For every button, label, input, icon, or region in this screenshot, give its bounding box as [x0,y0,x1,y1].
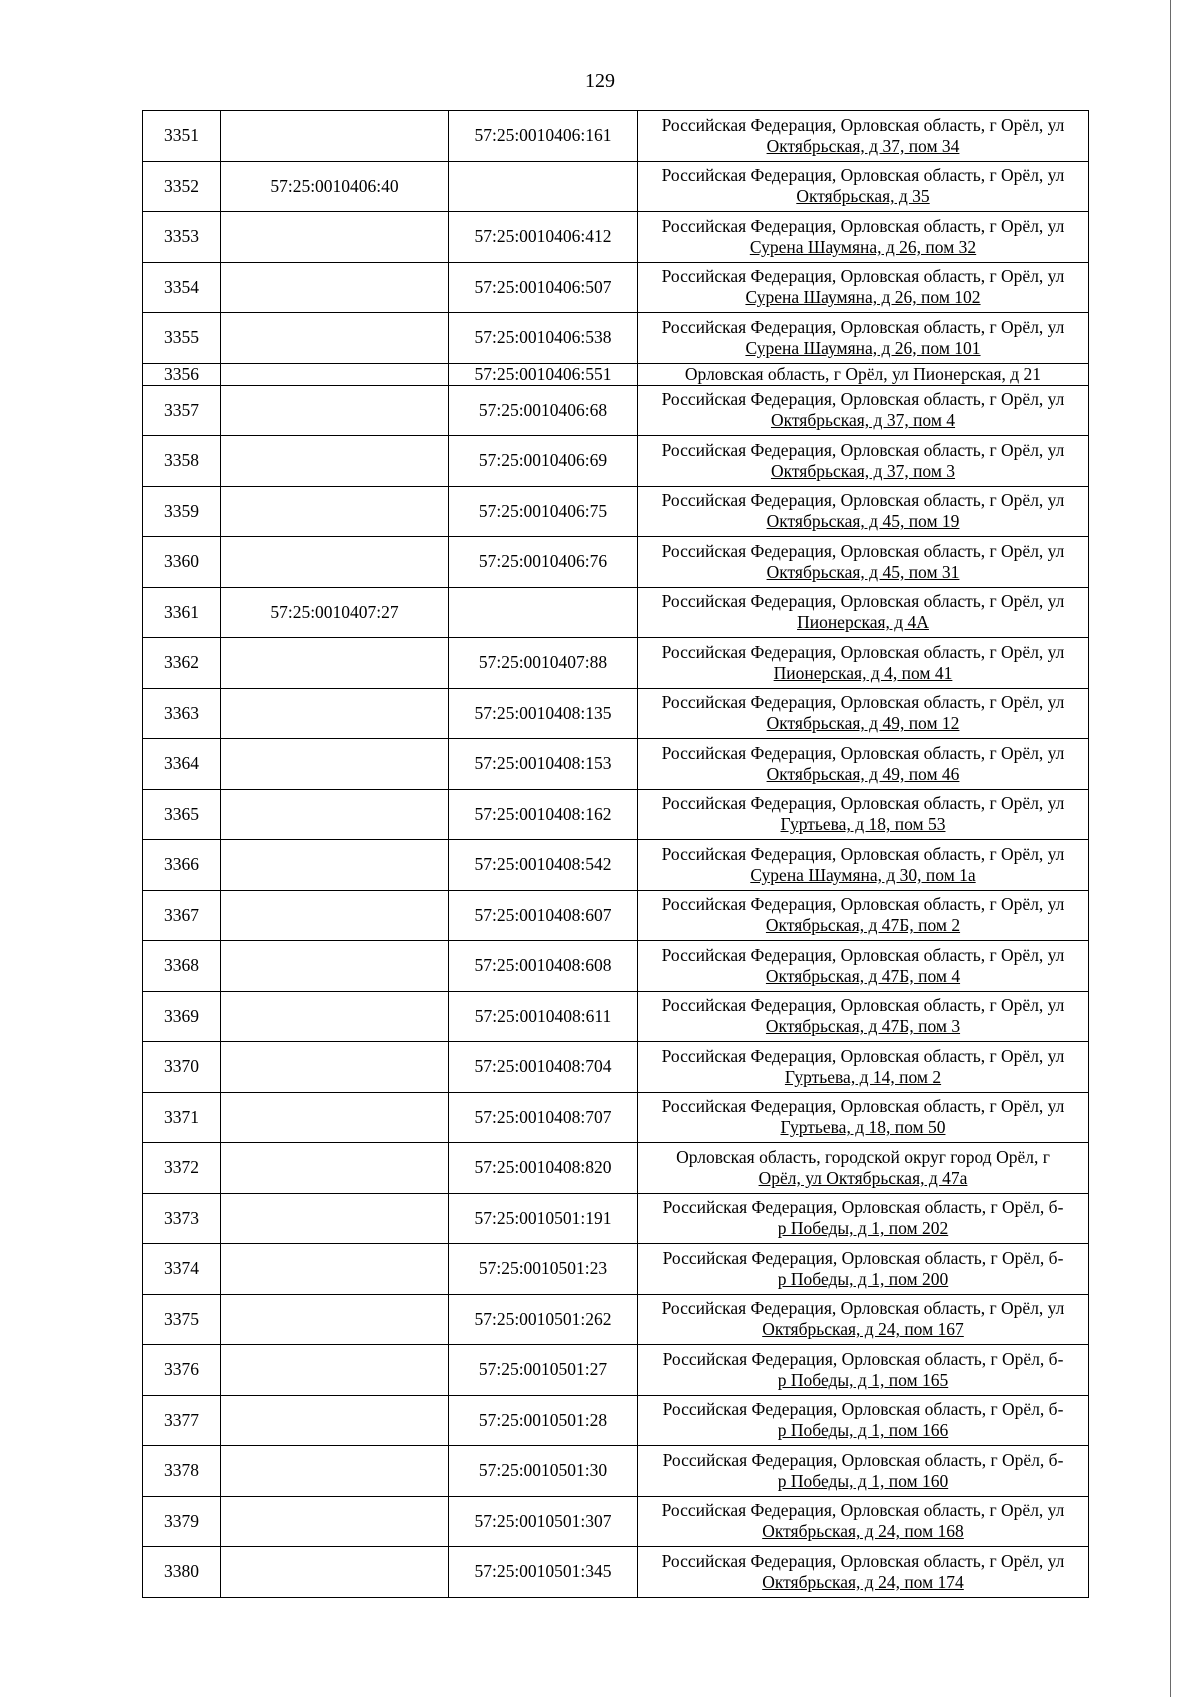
row-number-cell: 3351 [143,111,221,162]
table-row [143,486,1089,537]
address-line-1: Российская Федерация, Орловская область, г Орёл, ул [661,490,1065,511]
address-cell [638,436,1089,487]
address-line-1: Российская Федерация, Орловская область, г Орёл, ул [661,439,1065,460]
address-line-2: Октябрьская, д 47Б, пом 2 [765,915,961,936]
address-line-1: Российская Федерация, Орловская область, г Орёл, б- [662,1348,1064,1369]
land-parcel-cadastral-cell [221,212,449,263]
land-parcel-cadastral-cell [221,890,449,941]
row-number-cell: 3368 [143,941,221,992]
address-cell [638,1143,1089,1194]
address-line-1: Российская Федерация, Орловская область, г Орёл, ул [661,793,1065,814]
address-line-2: Октябрьская, д 35 [796,186,930,207]
address-cell [638,1446,1089,1497]
table-row [143,1294,1089,1345]
table-row [143,537,1089,588]
table-row [143,436,1089,487]
table-row [143,1547,1089,1598]
address-line-1: Российская Федерация, Орловская область, г Орёл, ул [661,1045,1065,1066]
table-row [143,1042,1089,1093]
address-line-1: Российская Федерация, Орловская область, г Орёл, ул [661,389,1065,410]
row-number-cell: 3376 [143,1345,221,1396]
land-parcel-cadastral-cell [221,363,449,385]
address-line-2: р Победы, д 1, пом 202 [777,1218,949,1239]
address-line-2: Сурена Шаумяна, д 30, пом 1а [750,864,976,885]
object-cadastral-cell: 57:25:0010501:345 [449,1547,638,1598]
address-line-1: Российская Федерация, Орловская область, г Орёл, ул [661,742,1065,763]
address-line-1: Российская Федерация, Орловская область, г Орёл, ул [661,1550,1065,1571]
land-parcel-cadastral-cell [221,111,449,162]
row-number-cell: 3373 [143,1193,221,1244]
address-line-1: Российская Федерация, Орловская область, г Орёл, ул [661,1298,1065,1319]
address-line-2: Октябрьская, д 24, пом 168 [762,1521,964,1542]
object-cadastral-cell: 57:25:0010408:608 [449,941,638,992]
row-number-cell: 3362 [143,638,221,689]
object-cadastral-cell: 57:25:0010406:75 [449,486,638,537]
registry-table [142,110,1089,1598]
row-number-cell: 3367 [143,890,221,941]
land-parcel-cadastral-cell [221,262,449,313]
address-line-2: Октябрьская, д 47Б, пом 4 [765,965,961,986]
address-cell [638,1395,1089,1446]
address-cell [638,941,1089,992]
land-parcel-cadastral-cell [221,688,449,739]
object-cadastral-cell [449,587,638,638]
address-line-2: Октябрьская, д 37, пом 34 [766,135,960,156]
row-number-cell: 3361 [143,587,221,638]
object-cadastral-cell: 57:25:0010408:153 [449,739,638,790]
address-cell [638,840,1089,891]
row-number-cell: 3360 [143,537,221,588]
object-cadastral-cell: 57:25:0010408:611 [449,991,638,1042]
row-number-cell: 3372 [143,1143,221,1194]
address-cell [638,161,1089,212]
object-cadastral-cell: 57:25:0010406:76 [449,537,638,588]
row-number-cell: 3378 [143,1446,221,1497]
land-parcel-cadastral-cell [221,840,449,891]
table-row [143,789,1089,840]
address-cell [638,313,1089,364]
row-number-cell: 3356 [143,363,221,385]
object-cadastral-cell: 57:25:0010501:262 [449,1294,638,1345]
land-parcel-cadastral-cell [221,1496,449,1547]
address-cell [638,890,1089,941]
address-line-2: Октябрьская, д 49, пом 46 [766,763,960,784]
object-cadastral-cell: 57:25:0010408:607 [449,890,638,941]
land-parcel-cadastral-cell [221,1193,449,1244]
address-line-1: Российская Федерация, Орловская область, г Орёл, ул [661,591,1065,612]
row-number-cell: 3379 [143,1496,221,1547]
row-number-cell: 3366 [143,840,221,891]
address-line-2: Октябрьская, д 24, пом 167 [762,1319,964,1340]
address-cell [638,1496,1089,1547]
table-row [143,1143,1089,1194]
table-row [143,212,1089,263]
table-row [143,638,1089,689]
table-row [143,161,1089,212]
address-cell [638,1547,1089,1598]
object-cadastral-cell: 57:25:0010408:704 [449,1042,638,1093]
object-cadastral-cell: 57:25:0010501:28 [449,1395,638,1446]
land-parcel-cadastral-cell [221,1143,449,1194]
object-cadastral-cell: 57:25:0010407:88 [449,638,638,689]
land-parcel-cadastral-cell [221,739,449,790]
address-line-1: Российская Федерация, Орловская область, г Орёл, ул [661,114,1065,135]
table-row [143,1193,1089,1244]
table-row [143,363,1089,385]
object-cadastral-cell: 57:25:0010408:707 [449,1092,638,1143]
table-row [143,739,1089,790]
table-row [143,262,1089,313]
address-cell [638,111,1089,162]
table-row [143,1496,1089,1547]
row-number-cell: 3354 [143,262,221,313]
table-row [143,1092,1089,1143]
address-cell [638,486,1089,537]
table-row [143,385,1089,436]
land-parcel-cadastral-cell [221,313,449,364]
address-line-1: Орловская область, городской округ город Орёл, г [676,1146,1050,1167]
address-line-1: Российская Федерация, Орловская область, г Орёл, ул [661,1096,1065,1117]
row-number-cell: 3355 [143,313,221,364]
row-number-cell: 3363 [143,688,221,739]
address-line-2: Октябрьская, д 45, пом 19 [766,511,960,532]
address-cell [638,1193,1089,1244]
table-row [143,1345,1089,1396]
address-line-1: Российская Федерация, Орловская область, г Орёл, б- [662,1197,1064,1218]
object-cadastral-cell: 57:25:0010501:27 [449,1345,638,1396]
address-line-1: Российская Федерация, Орловская область, г Орёл, б- [662,1449,1064,1470]
address-line-1: Российская Федерация, Орловская область, г Орёл, ул [661,692,1065,713]
address-line-2: Сурена Шаумяна, д 26, пом 32 [749,236,977,257]
address-line-1: Российская Федерация, Орловская область, г Орёл, ул [661,316,1065,337]
land-parcel-cadastral-cell [221,1446,449,1497]
object-cadastral-cell: 57:25:0010501:307 [449,1496,638,1547]
row-number-cell: 3380 [143,1547,221,1598]
address-line-2: р Победы, д 1, пом 165 [777,1369,949,1390]
table-row [143,111,1089,162]
row-number-cell: 3364 [143,739,221,790]
address-line-2: Октябрьская, д 37, пом 4 [770,410,956,431]
land-parcel-cadastral-cell: 57:25:0010406:40 [221,161,449,212]
row-number-cell: 3365 [143,789,221,840]
object-cadastral-cell: 57:25:0010408:135 [449,688,638,739]
object-cadastral-cell: 57:25:0010501:23 [449,1244,638,1295]
address-line-1: Российская Федерация, Орловская область, г Орёл, ул [661,641,1065,662]
row-number-cell: 3374 [143,1244,221,1295]
row-number-cell: 3357 [143,385,221,436]
object-cadastral-cell: 57:25:0010406:69 [449,436,638,487]
address-line-1: Российская Федерация, Орловская область, г Орёл, ул [661,266,1065,287]
address-line-2: Октябрьская, д 45, пом 31 [766,561,960,582]
object-cadastral-cell: 57:25:0010406:412 [449,212,638,263]
land-parcel-cadastral-cell [221,789,449,840]
table-row [143,688,1089,739]
table-row [143,1395,1089,1446]
address-cell [638,688,1089,739]
address-cell [638,537,1089,588]
object-cadastral-cell: 57:25:0010406:538 [449,313,638,364]
address-line-2: Октябрьская, д 47Б, пом 3 [765,1016,961,1037]
land-parcel-cadastral-cell [221,1345,449,1396]
land-parcel-cadastral-cell [221,1042,449,1093]
address-line-2: Октябрьская, д 24, пом 174 [762,1571,964,1592]
address-line-2: р Победы, д 1, пом 200 [777,1268,949,1289]
table-row [143,1446,1089,1497]
registry-table-body [143,111,1089,1598]
address-line-1: Российская Федерация, Орловская область, г Орёл, ул [661,165,1065,186]
address-line-2: Октябрьская, д 37, пом 3 [770,460,956,481]
object-cadastral-cell [449,161,638,212]
table-row [143,313,1089,364]
address-cell [638,363,1089,385]
row-number-cell: 3358 [143,436,221,487]
table-row [143,587,1089,638]
address-cell [638,1294,1089,1345]
row-number-cell: 3359 [143,486,221,537]
land-parcel-cadastral-cell [221,1547,449,1598]
land-parcel-cadastral-cell [221,436,449,487]
object-cadastral-cell: 57:25:0010406:68 [449,385,638,436]
table-row [143,991,1089,1042]
land-parcel-cadastral-cell [221,638,449,689]
address-line-1: Российская Федерация, Орловская область, г Орёл, ул [661,540,1065,561]
table-row [143,1244,1089,1295]
row-number-cell: 3353 [143,212,221,263]
address-line-1: Российская Федерация, Орловская область, г Орёл, ул [661,843,1065,864]
address-line-2: Гуртьева, д 18, пом 53 [780,814,946,835]
address-line-2: Гуртьева, д 18, пом 50 [780,1117,946,1138]
address-line-2: Сурена Шаумяна, д 26, пом 102 [745,287,981,308]
row-number-cell: 3371 [143,1092,221,1143]
address-cell [638,385,1089,436]
row-number-cell: 3369 [143,991,221,1042]
object-cadastral-cell: 57:25:0010406:161 [449,111,638,162]
address-cell [638,739,1089,790]
address-cell [638,1092,1089,1143]
address-line-2: Орёл, ул Октябрьская, д 47а [758,1167,968,1188]
address-line-1: Российская Федерация, Орловская область, г Орёл, б- [662,1399,1064,1420]
table-row [143,941,1089,992]
address-line-2: Октябрьская, д 49, пом 12 [766,713,960,734]
land-parcel-cadastral-cell [221,991,449,1042]
land-parcel-cadastral-cell [221,537,449,588]
address-line-1: Орловская область, г Орёл, ул Пионерская, д 21 [684,363,1042,384]
row-number-cell: 3375 [143,1294,221,1345]
land-parcel-cadastral-cell [221,1294,449,1345]
object-cadastral-cell: 57:25:0010501:191 [449,1193,638,1244]
scan-edge-line [1170,0,1171,1697]
address-cell [638,638,1089,689]
address-cell [638,1345,1089,1396]
land-parcel-cadastral-cell [221,486,449,537]
object-cadastral-cell: 57:25:0010406:507 [449,262,638,313]
land-parcel-cadastral-cell: 57:25:0010407:27 [221,587,449,638]
address-line-2: Пионерская, д 4А [797,612,929,633]
page-number: 129 [585,70,615,92]
land-parcel-cadastral-cell [221,1395,449,1446]
object-cadastral-cell: 57:25:0010406:551 [449,363,638,385]
address-line-1: Российская Федерация, Орловская область, г Орёл, ул [661,944,1065,965]
land-parcel-cadastral-cell [221,1244,449,1295]
address-line-1: Российская Федерация, Орловская область, г Орёл, б- [662,1247,1064,1268]
address-cell [638,991,1089,1042]
address-cell [638,1244,1089,1295]
table-row [143,840,1089,891]
address-line-1: Российская Федерация, Орловская область, г Орёл, ул [661,1500,1065,1521]
land-parcel-cadastral-cell [221,941,449,992]
address-line-1: Российская Федерация, Орловская область, г Орёл, ул [661,894,1065,915]
object-cadastral-cell: 57:25:0010501:30 [449,1446,638,1497]
row-number-cell: 3370 [143,1042,221,1093]
land-parcel-cadastral-cell [221,385,449,436]
address-line-2: Гуртьева, д 14, пом 2 [784,1066,942,1087]
address-line-1: Российская Федерация, Орловская область, г Орёл, ул [661,215,1065,236]
address-cell [638,1042,1089,1093]
address-cell [638,212,1089,263]
row-number-cell: 3377 [143,1395,221,1446]
address-line-1: Российская Федерация, Орловская область, г Орёл, ул [661,995,1065,1016]
object-cadastral-cell: 57:25:0010408:542 [449,840,638,891]
address-line-2: Сурена Шаумяна, д 26, пом 101 [745,337,981,358]
address-cell [638,587,1089,638]
table-row [143,890,1089,941]
object-cadastral-cell: 57:25:0010408:820 [449,1143,638,1194]
address-cell [638,262,1089,313]
object-cadastral-cell: 57:25:0010408:162 [449,789,638,840]
row-number-cell: 3352 [143,161,221,212]
land-parcel-cadastral-cell [221,1092,449,1143]
address-line-2: р Победы, д 1, пом 166 [777,1420,949,1441]
address-cell [638,789,1089,840]
address-line-2: Пионерская, д 4, пом 41 [773,662,953,683]
address-line-2: р Победы, д 1, пом 160 [777,1470,949,1491]
